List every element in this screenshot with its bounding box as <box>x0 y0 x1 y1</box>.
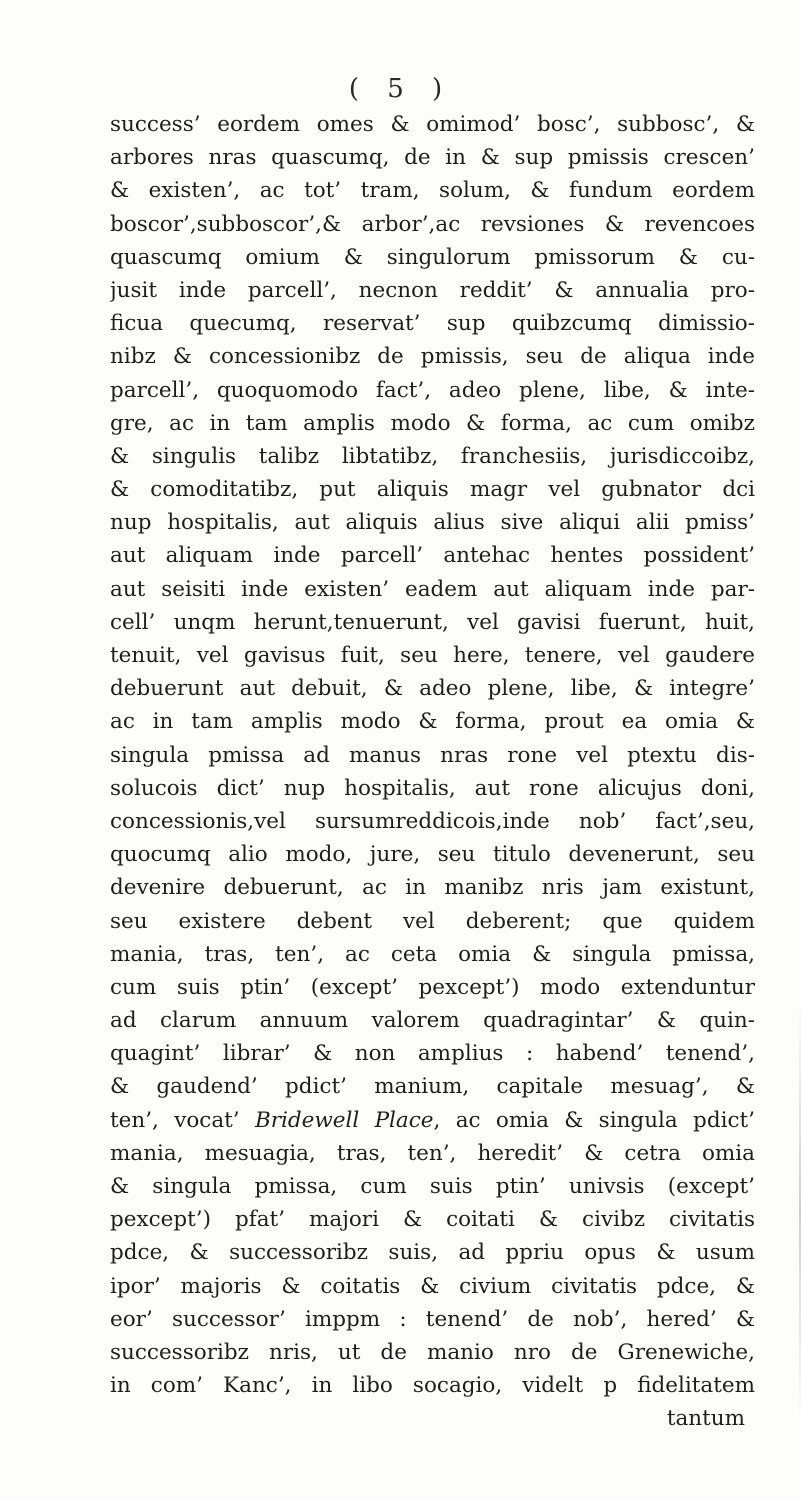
text-line: devenire debuerunt, ac in manibz nris jam existunt, <box>110 875 755 901</box>
text-line: arbores nras quascumq, de in & sup pmissis crescen’ <box>110 145 755 171</box>
text-line: cell’ unqm herunt,tenuerunt, vel gavisi fuerunt, huit, <box>110 609 755 635</box>
text-line: quocumq alio modo, jure, seu titulo devenerunt, seu <box>110 842 755 868</box>
page-number: ( 5 ) <box>348 74 453 104</box>
text-line: solucois dict’ nup hospitalis, aut rone alicujus doni, <box>110 775 755 801</box>
text-line: nup hospitalis, aut aliquis alius sive aliqui alii pmiss’ <box>110 510 755 536</box>
text-line: boscor’,subboscor’,& arbor’,ac revsiones & revencoes <box>110 211 755 237</box>
text-line: quascumq omium & singulorum pmissorum & cu- <box>110 244 755 270</box>
text-line: & singulis talibz libtatibz, franchesiis, jurisdiccoibz, <box>110 443 755 469</box>
text-line: ad clarum annuum valorem quadragintar’ & quin- <box>110 1008 755 1034</box>
place-name: Bridewell Place <box>254 1107 434 1133</box>
text-line: in com’ Kanc’, in libo socagio, videlt p fidelitatem <box>110 1373 755 1399</box>
text-line: seu existere debent vel deberent; que quidem <box>110 908 755 934</box>
text-line: & singula pmissa, cum suis ptin’ univsis (except’ <box>110 1174 755 1199</box>
text-line: quagint’ librar’ & non amplius : habend’ tenend’, <box>110 1041 755 1067</box>
text-line: mania, mesuagia, tras, ten’, heredit’ & cetra omia <box>110 1140 755 1166</box>
text-line: pdce, & successoribz suis, ad ppriu opus & usum <box>110 1240 755 1266</box>
text-line: aut aliquam inde parcell’ antehac hentes possident’ <box>110 543 755 569</box>
text-line: successoribz nris, ut de manio nro de Grenewiche, <box>110 1339 755 1365</box>
body-text <box>110 108 755 1436</box>
text-line: cum suis ptin’ (except’ pexcept’) modo extenduntur <box>110 974 755 1000</box>
text-line: success’ eordem omes & omimod’ bosc’, subbosc’, & <box>110 112 755 137</box>
text-line: tantum <box>666 1406 745 1432</box>
text-line: jusit inde parcell’, necnon reddit’ & annualia pro- <box>110 277 755 303</box>
text-line: debuerunt aut debuit, & adeo plene, libe, & integre’ <box>110 676 755 702</box>
text-line: & gaudend’ pdict’ manium, capitale mesuag’, & <box>110 1074 755 1100</box>
text-line: tenuit, vel gavisus fuit, seu here, tenere, vel gaudere <box>110 643 755 668</box>
text-line: ac in tam amplis modo & forma, prout ea omia & <box>110 709 755 735</box>
text-line: ten’, vocat’ Bridewell Place, ac omia & singula pdict’ <box>110 1107 755 1133</box>
text-line: nibz & concessionibz de pmissis, seu de aliqua inde <box>110 344 755 370</box>
text-line: parcell’, quoquomodo fact’, adeo plene, libe, & inte- <box>110 377 755 403</box>
text-line: & existen’, ac tot’ tram, solum, & fundum eordem <box>110 178 755 204</box>
text-line: ipor’ majoris & coitatis & civium civitatis pdce, & <box>110 1273 755 1299</box>
text-line: aut seisiti inde existen’ eadem aut aliquam inde par- <box>110 576 755 602</box>
text-line: & comoditatibz, put aliquis magr vel gubnator dci <box>110 477 755 503</box>
text-line: eor’ successor’ imppm : tenend’ de nob’, hered’ & <box>110 1306 755 1332</box>
text-line: ficua quecumq, reservat’ sup quibzcumq dimissio- <box>110 311 755 337</box>
text-line: mania, tras, ten’, ac ceta omia & singula pmissa, <box>110 941 755 967</box>
text-line: concessionis,vel sursumreddicois,inde nob’ fact’,seu, <box>110 808 755 834</box>
text-line: pexcept’) pfat’ majori & coitati & civibz civitatis <box>110 1207 755 1233</box>
text-line: singula pmissa ad manus nras rone vel ptextu dis- <box>110 742 755 768</box>
text-line: gre, ac in tam amplis modo & forma, ac cum omibz <box>110 410 755 436</box>
